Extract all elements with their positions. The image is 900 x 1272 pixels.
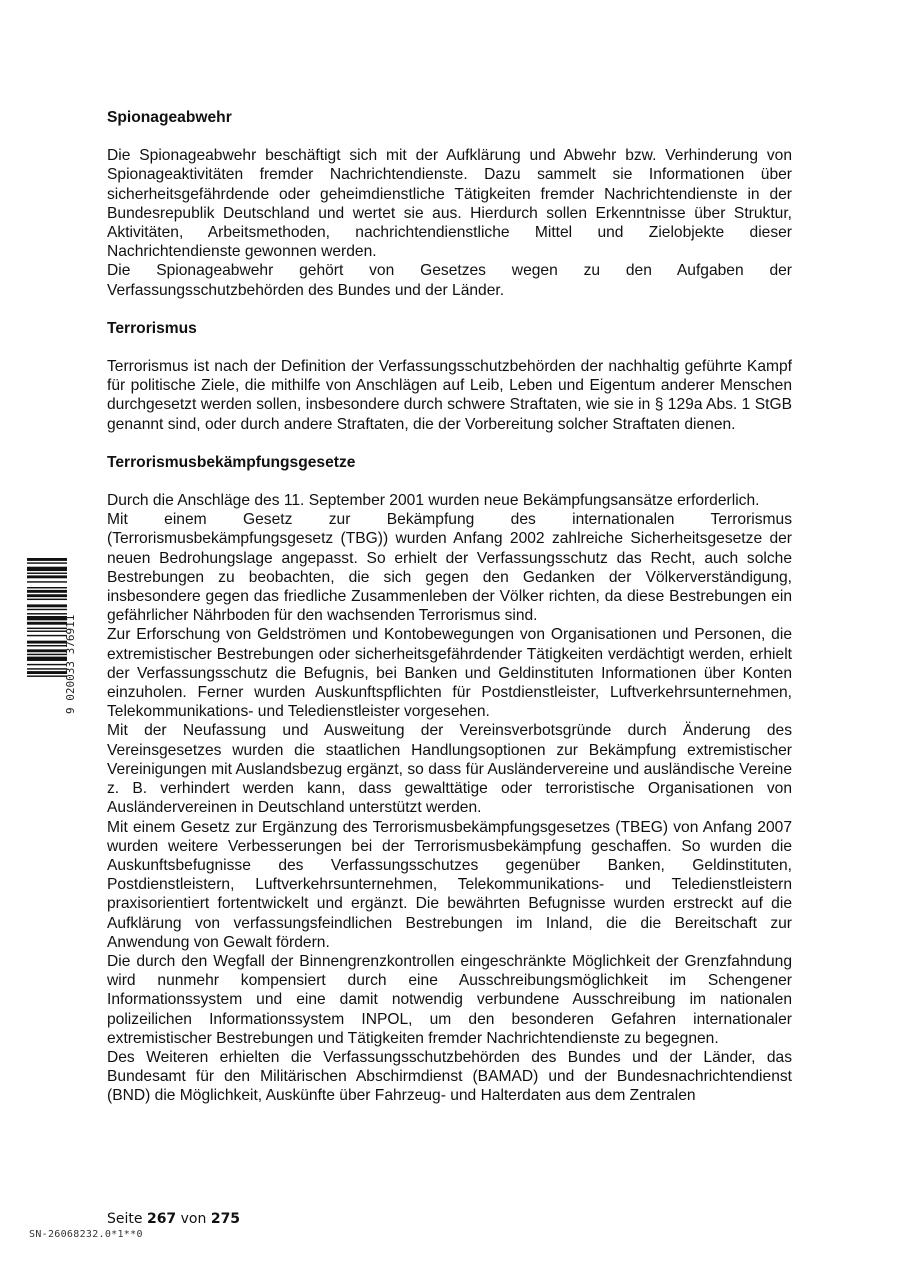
section-heading: Terrorismus bbox=[107, 319, 197, 337]
barcode-bar bbox=[27, 567, 67, 571]
paragraph: Mit einem Gesetz zur Ergänzung des Terrorismusbekämpfungsgesetzes (TBEG) von Anfang 2007 wurden weitere Verbesserungen bei der Terrorismusbekämpfung geschaffen. So wurden die Auskunftsbefugnisse des Verfassungsschutzes gegenüber Banken, Geldinstituten, Postdienstleistern, Luftverkehrsunternehmen, Telekommunikations- und Teledienstleistern praxisorientiert fortentwickelt und ergänzt. Die bewährten Befugnisse wurden erstreckt auf die Aufklärung von verfassungsfeindlichen Bestrebungen im Inland, die die Bereitschaft zur Anwendung von Gewalt fördern. bbox=[107, 818, 792, 951]
document-body bbox=[107, 108, 792, 1106]
barcode-bar bbox=[27, 590, 67, 593]
barcode-bar bbox=[27, 616, 67, 620]
page-footer bbox=[107, 1211, 240, 1227]
current-page-number: 267 bbox=[146, 1211, 177, 1227]
page-label: Seite bbox=[107, 1211, 143, 1227]
section-terrorismusbekaempfungsgesetze bbox=[107, 453, 792, 1106]
barcode-bar bbox=[27, 641, 67, 644]
barcode-number: 9 020033 376911 bbox=[64, 614, 77, 714]
barcode-bar bbox=[27, 628, 67, 629]
barcode-bar bbox=[27, 645, 67, 646]
paragraph: Mit einem Gesetz zur Bekämpfung des internationalen Terrorismus (Terrorismusbekämpfungsgesetz (TBG)) wurden Anfang 2002 zahlreiche Sicherheitsgesetze der neuen Bedrohungslage angepasst. So erhielt der Verfassungsschutz das Recht, auch solche Bestrebungen zu beobachten, die sich gegen den Gedanken der Völkerverständigung, insbesondere gegen das friedliche Zusammenleben der Völker richten, da diese Bestrebungen ein gefährlicher Nährboden für den wachsenden Terrorismus sind. bbox=[107, 511, 792, 625]
barcode-bar bbox=[27, 649, 67, 652]
barcode-bar bbox=[27, 587, 67, 588]
page-of-label: von bbox=[180, 1211, 207, 1227]
barcode-bar bbox=[27, 664, 67, 665]
paragraph: Terrorismus ist nach der Definition der Verfassungsschutzbehörden der nachhaltig geführte Kampf für politische Ziele, die mithilfe von Anschlägen auf Leib, Leben und Eigentum anderer Menschen durchgesetzt werden sollen, insbesondere durch schwere Straftaten, wie sie in § 129a Abs. 1 StGB genannt sind, oder durch andere Straftaten, die der Vorbereitung solcher Straftaten dienen. bbox=[107, 358, 792, 433]
barcode-bar bbox=[27, 573, 67, 574]
barcode-graphic bbox=[27, 556, 77, 716]
barcode-bar bbox=[27, 609, 67, 610]
barcode-bar bbox=[27, 675, 67, 676]
paragraph: Mit der Neufassung und Ausweitung der Vereinsverbotsgründe durch Änderung des Vereinsgesetzes wurden die staatlichen Handlungsoptionen zur Bekämpfung extremistischer Vereinigungen mit Auslandsbezug ergänzt, so dass für Ausländervereine und ausländische Vereine z. B. verhindert werden kann, dass gewalttätige oder terroristische Organisationen von Ausländervereinen in Deutschland unterstützt werden. bbox=[107, 722, 792, 817]
paragraph: Die Spionageabwehr gehört von Gesetzes wegen zu den Aufgaben der Verfassungsschutzbehörden des Bundes und der Länder. bbox=[107, 262, 792, 299]
paragraph: Des Weiteren erhielten die Verfassungsschutzbehörden des Bundes und der Länder, das Bundesamt für den Militärischen Abschirmdienst (BAMAD) und der Bundesnachrichtendienst (BND) die Möglichkeit, Auskünfte über Fahrzeug- und Halterdaten aus dem Zentralen bbox=[107, 1048, 792, 1105]
barcode-bar bbox=[27, 575, 67, 578]
barcode-bar bbox=[27, 671, 67, 674]
barcode-bar bbox=[27, 599, 67, 600]
barcode-bar bbox=[27, 558, 67, 561]
total-pages-number: 275 bbox=[210, 1211, 241, 1227]
barcode-bar bbox=[27, 562, 67, 563]
paragraph: Zur Erforschung von Geldströmen und Kontobewegungen von Organisationen und Personen, die extremistischer Bestrebungen oder sicherheitsgefährdender Tätigkeiten verdächtigt werden, erhielt der Verfassungsschutz die Befugnis, bei Banken und Geldinstituten Informationen über Konten einzuholen. Ferner wurden Auskunftspflichten für Postdienstleister, Luftverkehrsunternehmen, Telekommunikations- und Teledienstleister vorgesehen. bbox=[107, 626, 792, 721]
barcode-bar bbox=[27, 668, 67, 669]
barcode-bar bbox=[27, 635, 67, 636]
section-spionageabwehr bbox=[107, 108, 792, 300]
barcode-bar bbox=[27, 631, 67, 632]
paragraph: Durch die Anschläge des 11. September 2001 wurden neue Bekämpfungsansätze erforderlich. bbox=[107, 492, 760, 510]
barcode-bar bbox=[27, 613, 67, 614]
barcode-bar bbox=[27, 581, 67, 582]
barcode-bar bbox=[27, 594, 67, 597]
paragraph: Die Spionageabwehr beschäftigt sich mit der Aufklärung und Abwehr bzw. Verhinderung von Spionageaktivitäten fremder Nachrichtendienste. Dazu sammelt sie Informationen über sicherheitsgefährdende oder geheimdienstliche Tätigkeiten fremder Nachrichtendienste in der Bundesrepublik Deutschland und wertet sie aus. Hierdurch sollen Erkenntnisse über Struktur, Aktivitäten, Arbeitsmethoden, nachrichtendienstliche Mittel und Zielobjekte dieser Nachrichtendienste gewonnen werden. bbox=[107, 147, 792, 261]
barcode-bar bbox=[27, 622, 67, 625]
barcode-bar bbox=[27, 657, 67, 661]
section-terrorismus bbox=[107, 319, 792, 434]
paragraph: Die durch den Wegfall der Binnengrenzkontrollen eingeschränkte Möglichkeit der Grenzfahndung wird nunmehr kompensiert durch eine Ausschreibungsmöglichkeit im Schengener Informationssystem und eine damit notwendig verbundene Ausschreibung im nationalen polizeilichen Informationssystem INPOL, um den besonderen Gefahren internationaler extremistischer Bestrebungen und Tätigkeiten fremder Nachrichtendienste zu begegnen. bbox=[107, 952, 792, 1047]
section-heading: Terrorismusbekämpfungsgesetze bbox=[107, 453, 356, 471]
barcode-bar bbox=[27, 604, 67, 607]
barcode-bar bbox=[27, 654, 67, 655]
document-id: SN-26068232.0*1**0 bbox=[29, 1229, 143, 1240]
barcode bbox=[27, 556, 77, 716]
section-heading: Spionageabwehr bbox=[107, 109, 232, 126]
